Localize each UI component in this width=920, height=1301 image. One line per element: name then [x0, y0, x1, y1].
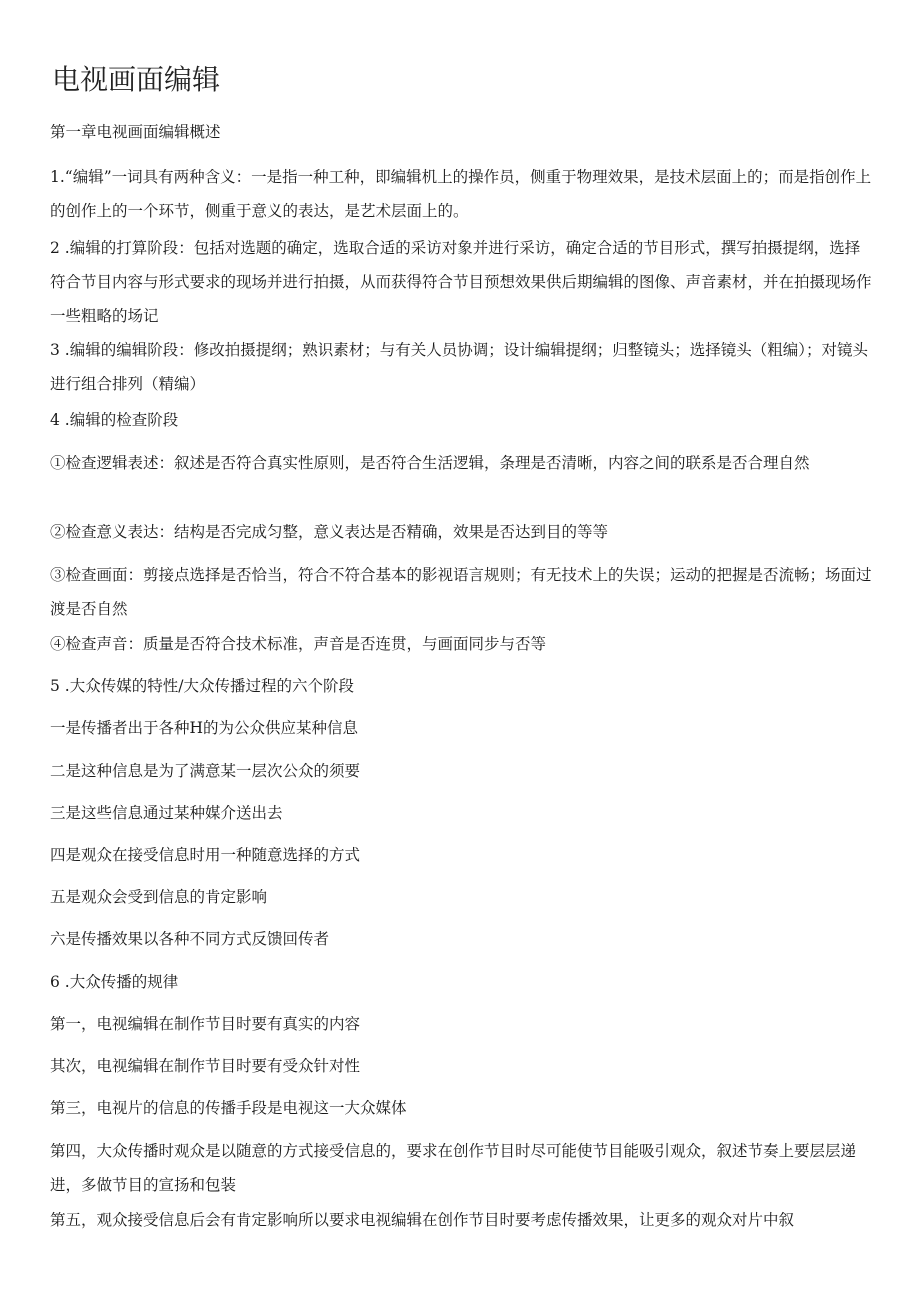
- chapter-heading: 第一章电视画面编辑概述: [50, 123, 221, 141]
- paragraph-3: 3 .编辑的编辑阶段：修改拍摄提纲；熟识素材；与有关人员协调；设计编辑提纲；归整镜头；选择镜头（粗编）；对镜头进行组合排列（精编）: [50, 341, 868, 393]
- rule-item-5: 第五，观众接受信息后会有肯定影响所以要求电视编辑在创作节目时要考虑传播效果，让更多的观众对片中叙: [50, 1211, 795, 1229]
- rule-item-3: 第三，电视片的信息的传播手段是电视这一大众媒体: [50, 1099, 407, 1117]
- check-item-1: ①检查逻辑表述：叙述是否符合真实性原则，是否符合生活逻辑，条理是否清晰，内容之间的联系是否合理自然: [50, 454, 810, 472]
- stage-item-6: 六是传播效果以各种不同方式反馈回传者: [50, 930, 330, 948]
- check-item-3: ③检查画面：剪接点选择是否恰当，符合不符合基本的影视语言规则；有无技术上的失误；运动的把握是否流畅；场面过渡是否自然: [50, 566, 872, 618]
- rule-item-4: 第四，大众传播时观众是以随意的方式接受信息的，要求在创作节目时尽可能使节目能吸引观众，叙述节奏上要层层递进，多做节目的宣扬和包装: [50, 1142, 857, 1194]
- rule-item-2: 其次，电视编辑在制作节目时要有受众针对性: [50, 1057, 361, 1075]
- check-item-2: ②检查意义表达：结构是否完成匀整，意义表达是否精确，效果是否达到目的等等: [50, 523, 609, 541]
- paragraph-6: 6 .大众传播的规律: [50, 973, 179, 991]
- document-title: 电视画面编辑: [52, 63, 221, 96]
- stage-item-1: 一是传播者出于各种H的为公众供应某种信息: [50, 719, 359, 737]
- paragraph-2: 2 .编辑的打算阶段：包括对选题的确定，选取合适的采访对象并进行采访，确定合适的节目形式，撰写拍摄提纲，选择符合节目内容与形式要求的现场并进行拍摄，从而获得符合节目预想效果供后期编辑的图像、声音素材，并在拍摄现场作一些粗略的场记: [50, 239, 872, 325]
- stage-item-2: 二是这种信息是为了满意某一层次公众的须要: [50, 762, 361, 780]
- paragraph-4: 4 .编辑的检查阶段: [50, 411, 179, 429]
- stage-item-3: 三是这些信息通过某种媒介送出去: [50, 804, 283, 822]
- check-item-4: ④检查声音：质量是否符合技术标准，声音是否连贯，与画面同步与否等: [50, 635, 547, 653]
- paragraph-1: 1.“编辑”一词具有两种含义：一是指一种工种，即编辑机上的操作员，侧重于物理效果，是技术层面上的；而是指创作上的创作上的一个环节，侧重于意义的表达，是艺术层面上的。: [50, 168, 872, 220]
- rule-item-1: 第一，电视编辑在制作节目时要有真实的内容: [50, 1015, 361, 1033]
- stage-item-5: 五是观众会受到信息的肯定影响: [50, 888, 268, 906]
- paragraph-5: 5 .大众传媒的特性/大众传播过程的六个阶段: [50, 677, 354, 695]
- stage-item-4: 四是观众在接受信息时用一种随意选择的方式: [50, 846, 361, 864]
